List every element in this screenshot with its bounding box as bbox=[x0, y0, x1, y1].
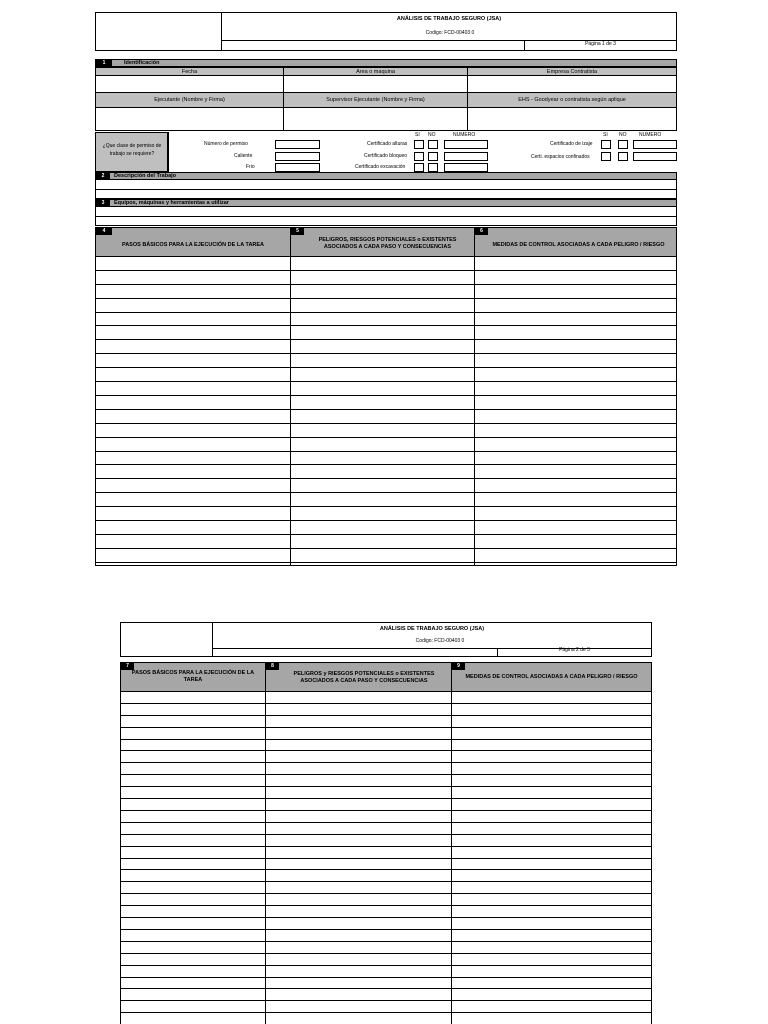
document-title-2: ANÁLISIS DE TRABAJO SEGURO (JSA) bbox=[379, 626, 485, 632]
table2-row-line bbox=[120, 965, 652, 966]
table1-col3-label: MEDIDAS DE CONTROL ASOCIADAS A CADA PELIGRO / RIESGO bbox=[492, 241, 665, 248]
label-numero-1: NUMERO bbox=[453, 132, 476, 138]
table1-row-line bbox=[95, 409, 677, 410]
espacios-no-checkbox[interactable] bbox=[618, 152, 628, 161]
table1-row-line bbox=[95, 548, 677, 549]
table1-row-line bbox=[95, 478, 677, 479]
caliente-field[interactable] bbox=[275, 152, 320, 161]
table1-row-line bbox=[95, 520, 677, 521]
label-ejecutante: Ejecutante (Nombre y Firma) bbox=[95, 92, 284, 108]
label-empresa: Empresa Contratista bbox=[467, 67, 677, 76]
table1-row-line bbox=[95, 506, 677, 507]
label-numero-permiso: Número de permiso bbox=[204, 141, 248, 147]
table2-row-line bbox=[120, 727, 652, 728]
izaje-si-checkbox[interactable] bbox=[601, 140, 611, 149]
logo-box bbox=[95, 12, 222, 51]
section-1-number: 1 bbox=[96, 60, 112, 66]
table2-row-line bbox=[120, 822, 652, 823]
table2-row-line bbox=[120, 703, 652, 704]
table2-row-line bbox=[120, 905, 652, 906]
bloqueo-no-checkbox[interactable] bbox=[428, 152, 438, 161]
section-4-number: 4 bbox=[96, 228, 112, 235]
table2-row-line bbox=[120, 1012, 652, 1013]
table2-row-line bbox=[120, 858, 652, 859]
table2-col3-label: MEDIDAS DE CONTROL ASOCIADAS A CADA PELIGRO / RIESGO bbox=[465, 673, 638, 680]
field-fecha[interactable] bbox=[95, 75, 284, 93]
table2-row-line bbox=[120, 846, 652, 847]
table1-row-line bbox=[95, 353, 677, 354]
excavacion-no-checkbox[interactable] bbox=[428, 163, 438, 172]
table1-row-line bbox=[95, 562, 677, 563]
izaje-no-checkbox[interactable] bbox=[618, 140, 628, 149]
section-5-number: 5 bbox=[291, 228, 304, 235]
label-no-1: NO bbox=[428, 132, 436, 138]
document-code-2: Codigo: FCD-00403 0 bbox=[415, 638, 465, 644]
table1-row-line bbox=[95, 464, 677, 465]
table2-row-line bbox=[120, 977, 652, 978]
label-supervisor: Supervisor Ejecutante (Nombre y Firma) bbox=[283, 92, 468, 108]
table1-row-line bbox=[95, 492, 677, 493]
excavacion-numero-field[interactable] bbox=[444, 163, 488, 172]
table2-row-line bbox=[120, 750, 652, 751]
field-supervisor[interactable] bbox=[283, 107, 468, 131]
table1-row-line bbox=[95, 312, 677, 313]
table2-row-line bbox=[120, 810, 652, 811]
page-number-2: Página 2 de 3 bbox=[559, 647, 590, 653]
field-ehs[interactable] bbox=[467, 107, 677, 131]
table2-row-line bbox=[120, 988, 652, 989]
table2-row-line bbox=[120, 715, 652, 716]
alturas-si-checkbox[interactable] bbox=[414, 140, 424, 149]
field-area[interactable] bbox=[283, 75, 468, 93]
table2-row-line bbox=[120, 739, 652, 740]
table2-row-line bbox=[120, 929, 652, 930]
label-cert-bloqueo: Certificado bloqueo bbox=[364, 153, 408, 159]
table1-row-line bbox=[95, 423, 677, 424]
izaje-numero-field[interactable] bbox=[633, 140, 677, 149]
table1-row-line bbox=[95, 367, 677, 368]
document-title: ANÁLISIS DE TRABAJO SEGURO (JSA) bbox=[396, 16, 502, 22]
section-9-number: 9 bbox=[452, 663, 465, 670]
section-2-title: Descripción del Trabajo bbox=[114, 173, 177, 179]
table2-row-line bbox=[120, 786, 652, 787]
label-si-1: SI bbox=[415, 132, 420, 138]
permit-question: ¿Que clase de permiso de trabajo se requiere? bbox=[102, 143, 162, 157]
label-no-2: NO bbox=[619, 132, 627, 138]
table2-col1-label: PASOS BÁSICOS PARA LA EJECUCIÓN DE LA TAREA bbox=[131, 670, 255, 683]
document-code: Codigo: FCD-00403 0 bbox=[425, 30, 475, 36]
label-cert-excavacion: Certificado excavación bbox=[355, 164, 406, 170]
table2-row-line bbox=[120, 798, 652, 799]
table1-row-line bbox=[95, 284, 677, 285]
section-6-number: 6 bbox=[475, 228, 488, 235]
table2-row-line bbox=[120, 762, 652, 763]
table1-row-line bbox=[95, 270, 677, 271]
label-cert-alturas: Certificado alturas bbox=[367, 141, 408, 147]
bloqueo-si-checkbox[interactable] bbox=[414, 152, 424, 161]
table2-row-line bbox=[120, 774, 652, 775]
field-ejecutante[interactable] bbox=[95, 107, 284, 131]
label-frio: Frio bbox=[246, 164, 255, 170]
table1-row-line bbox=[95, 381, 677, 382]
table1-row-line bbox=[95, 298, 677, 299]
excavacion-si-checkbox[interactable] bbox=[414, 163, 424, 172]
section-1-bar bbox=[95, 59, 677, 67]
label-si-2: SI bbox=[603, 132, 608, 138]
section-7-number: 7 bbox=[121, 663, 134, 670]
label-numero-2: NUMERO bbox=[639, 132, 662, 138]
label-cert-espacios: Certi. espacios confinados bbox=[531, 154, 590, 160]
section-3-title: Equipos, máquinas y herramientas a utilizar bbox=[114, 200, 229, 206]
espacios-numero-field[interactable] bbox=[633, 152, 677, 161]
label-caliente: Caliente bbox=[234, 153, 253, 159]
label-cert-izaje: Certificado de izaje bbox=[550, 141, 593, 147]
frio-field[interactable] bbox=[275, 163, 320, 172]
section-2-number: 2 bbox=[96, 173, 110, 179]
table1-col1-label: PASOS BÁSICOS PARA LA EJECUCIÓN DE LA TAREA bbox=[121, 241, 265, 248]
logo-box-2 bbox=[120, 622, 213, 657]
section-3-number: 3 bbox=[96, 200, 110, 206]
table1-row-line bbox=[95, 339, 677, 340]
bloqueo-numero-field[interactable] bbox=[444, 152, 488, 161]
table2-row-line bbox=[120, 917, 652, 918]
table2-row-line bbox=[120, 1000, 652, 1001]
label-ehs: EHS - Goodyear o contratista según aplique bbox=[467, 92, 677, 108]
table1-row-line bbox=[95, 395, 677, 396]
page-number: Página 1 de 3 bbox=[585, 41, 616, 47]
table2-col2-label: PELIGROS y RIESGOS POTENCIALES o EXISTENTES ASOCIADOS A CADA PASO Y CONSECUENCIAS bbox=[293, 671, 435, 684]
field-empresa[interactable] bbox=[467, 75, 677, 93]
label-fecha: Fecha bbox=[95, 67, 284, 76]
table2-row-line bbox=[120, 869, 652, 870]
table2-row-line bbox=[120, 953, 652, 954]
section-1-title: Identificación bbox=[124, 60, 160, 66]
numero-permiso-field[interactable] bbox=[275, 140, 320, 149]
table2-row-line bbox=[120, 881, 652, 882]
espacios-si-checkbox[interactable] bbox=[601, 152, 611, 161]
table2-row-line bbox=[120, 893, 652, 894]
alturas-numero-field[interactable] bbox=[444, 140, 488, 149]
label-area: Area o maquina bbox=[283, 67, 468, 76]
section-8-number: 8 bbox=[266, 663, 279, 670]
table1-col2-label: PELIGROS, RIESGOS POTENCIALES o EXISTENTES ASOCIADOS A CADA PASO Y CONSECUENCIAS bbox=[318, 237, 457, 250]
alturas-no-checkbox[interactable] bbox=[428, 140, 438, 149]
table1-row-line bbox=[95, 437, 677, 438]
table1-row-line bbox=[95, 325, 677, 326]
table1-row-line bbox=[95, 534, 677, 535]
table2-row-line bbox=[120, 941, 652, 942]
table2-row-line bbox=[120, 834, 652, 835]
table1-row-line bbox=[95, 451, 677, 452]
